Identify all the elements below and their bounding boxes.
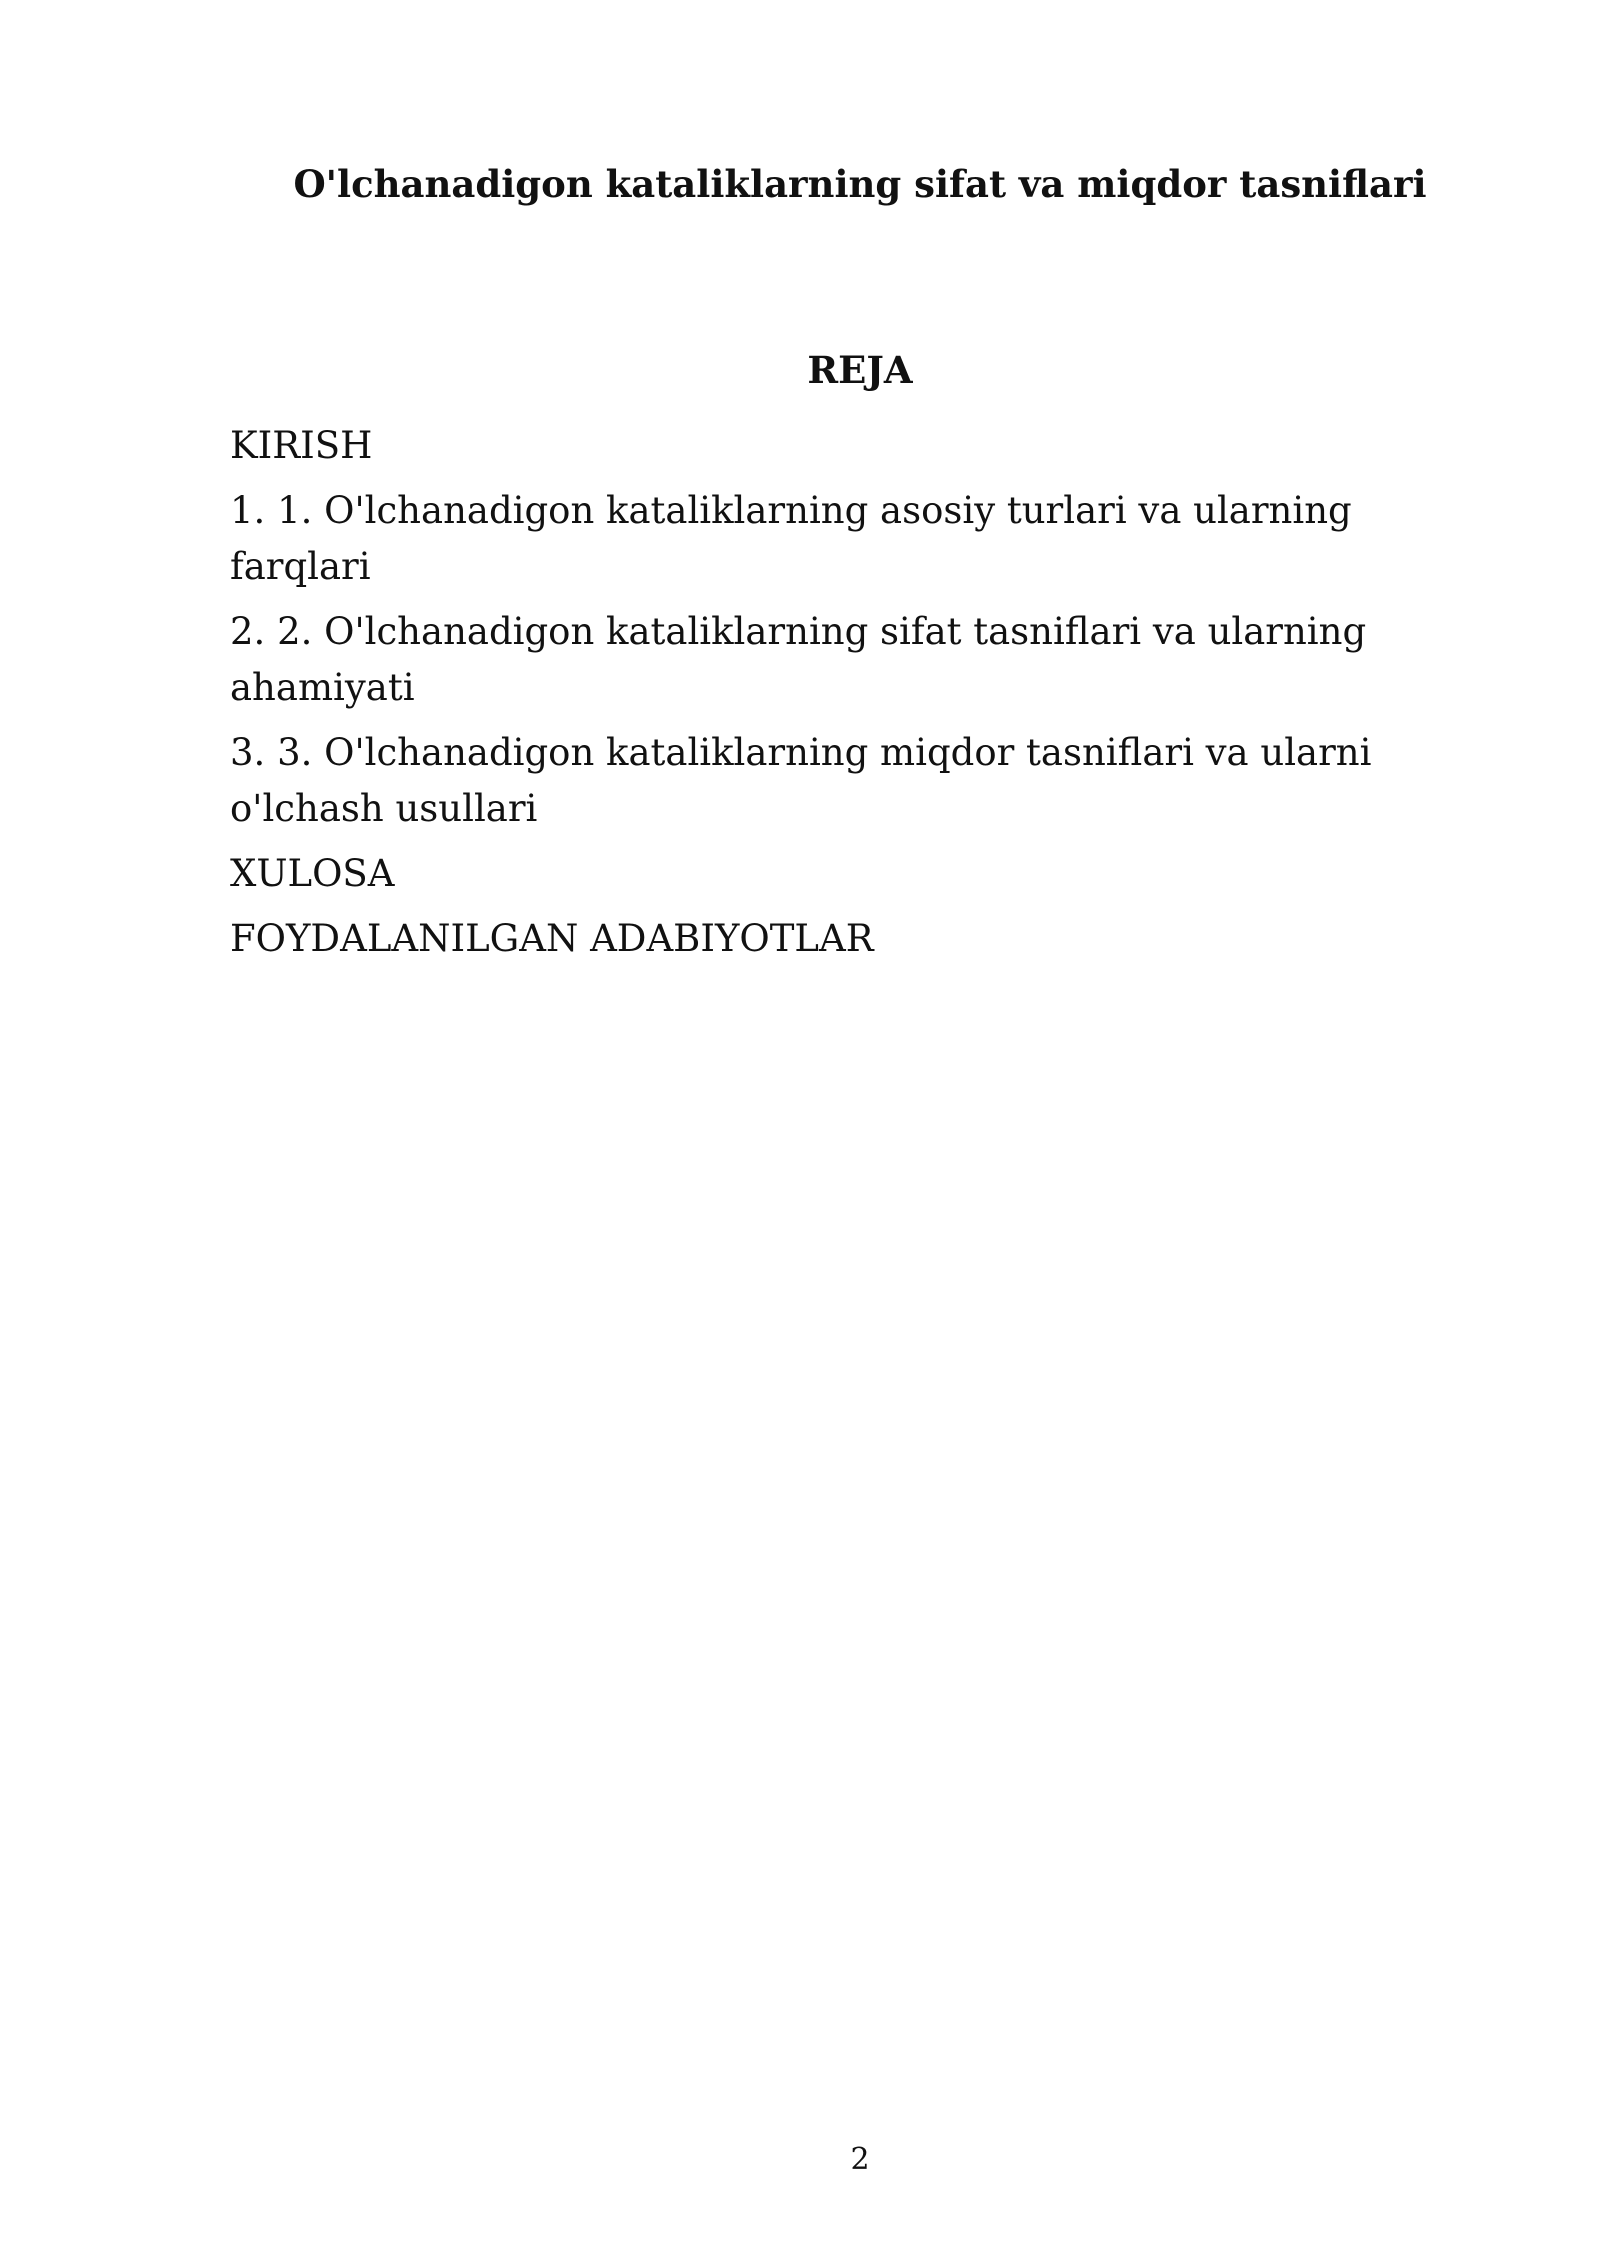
plan-item-section-3: 3. 3. O'lchanadigon kataliklarning miqdor tasniflari va ularni o'lchash usullari: [230, 731, 1372, 830]
page-number: 2: [850, 2142, 870, 2177]
plan-heading: REJA: [807, 348, 913, 392]
plan-item-section-1: 1. 1. O'lchanadigon kataliklarning asosiy turlari va ularning farqlari: [230, 489, 1352, 588]
plan-item-conclusion: XULOSA: [230, 852, 395, 895]
plan-item-references: FOYDALANILGAN ADABIYOTLAR: [230, 917, 874, 960]
plan-item-section-2: 2. 2. O'lchanadigon kataliklarning sifat tasniflari va ularning ahamiyati: [230, 610, 1367, 709]
plan-item-introduction: KIRISH: [230, 424, 373, 467]
plan-list: [230, 418, 1450, 976]
document-title: O'lchanadigon kataliklarning sifat va miqdor tasniflari: [293, 162, 1427, 206]
